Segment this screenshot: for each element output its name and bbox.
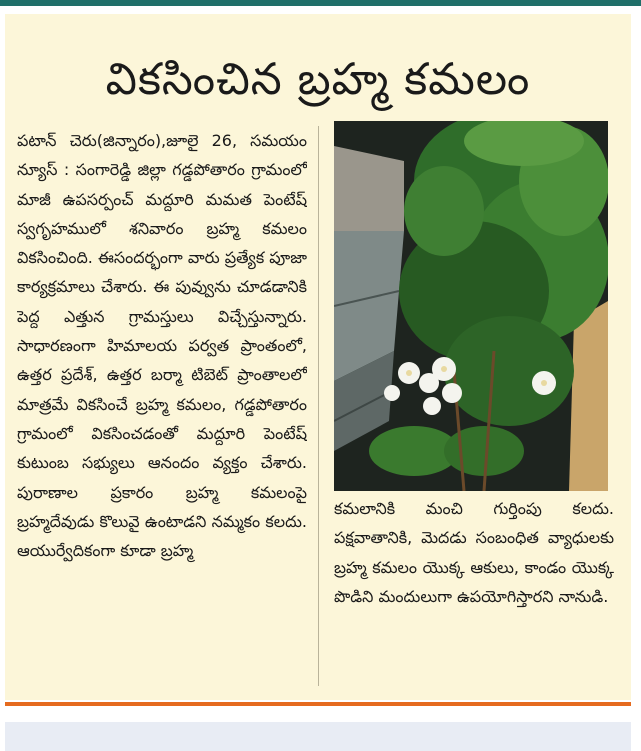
bottom-accent-rule [5,702,631,706]
article-body-left-column: పటాన్ చెరు(జిన్నారం),జూలై 26, సమయం న్యూస్ : సంగారెడ్డి జిల్లా గడ్డపోతారం గ్రామంలో మాజీ ఉపసర్పంచ్ మద్దూరి మమత పెంటేష్ స్వగృహములో శనివారం బ్రహ్మ కమలం వికసించింది. ఈసందర్భంగా వారు ప్రత్యేక పూజా కార్యక్రమాలు చేశారు. ఈ పువ్వును చూడడానికి పెద్ద ఎత్తున గ్రామస్తులు విచ్చేస్తున్నారు. సాధారణంగా హిమాలయ పర్వత ప్రాంతంలో, ఉత్తర ప్రదేశ్, ఉత్తర బర్మా టిబెట్ ప్రాంతాలలో మాత్రమే వికసించే బ్రహ్మ కమలం, గడ్డపోతారం గ్రామంలో వికసించడంతో మద్దూరి పెంటేష్ కుటుంబ సభ్యులు ఆనందం వ్యక్తం చేశారు. పురాణాల ప్రకారం బ్రహ్మ కమలంపై బ్రహ్మదేవుడు కొలువై ఉంటాడని నమ్మకం కలదు. ఆయుర్వేదికంగా కూడా బ్రహ్మ [17,131,307,561]
flower-plant-illustration [334,121,608,491]
news-article [5,14,631,700]
article-body-right-column: కమలానికి మంచి గుర్తింపు కలదు. పక్షవాతానికి, మెదడు సంబంధిత వ్యాధులకు బ్రహ్మ కమలం యొక్క ఆకులు, కాండం యొక్క పొడిని మందులుగా ఉపయోగిస్తారని నానుడి. [334,499,614,606]
article-headline: వికసించిన బ్రహ్మ కమలం [105,54,531,105]
bottom-band [5,722,631,751]
column-divider [318,126,319,686]
top-accent-bar [0,0,641,6]
brahma-kamalam-photo [334,121,608,491]
